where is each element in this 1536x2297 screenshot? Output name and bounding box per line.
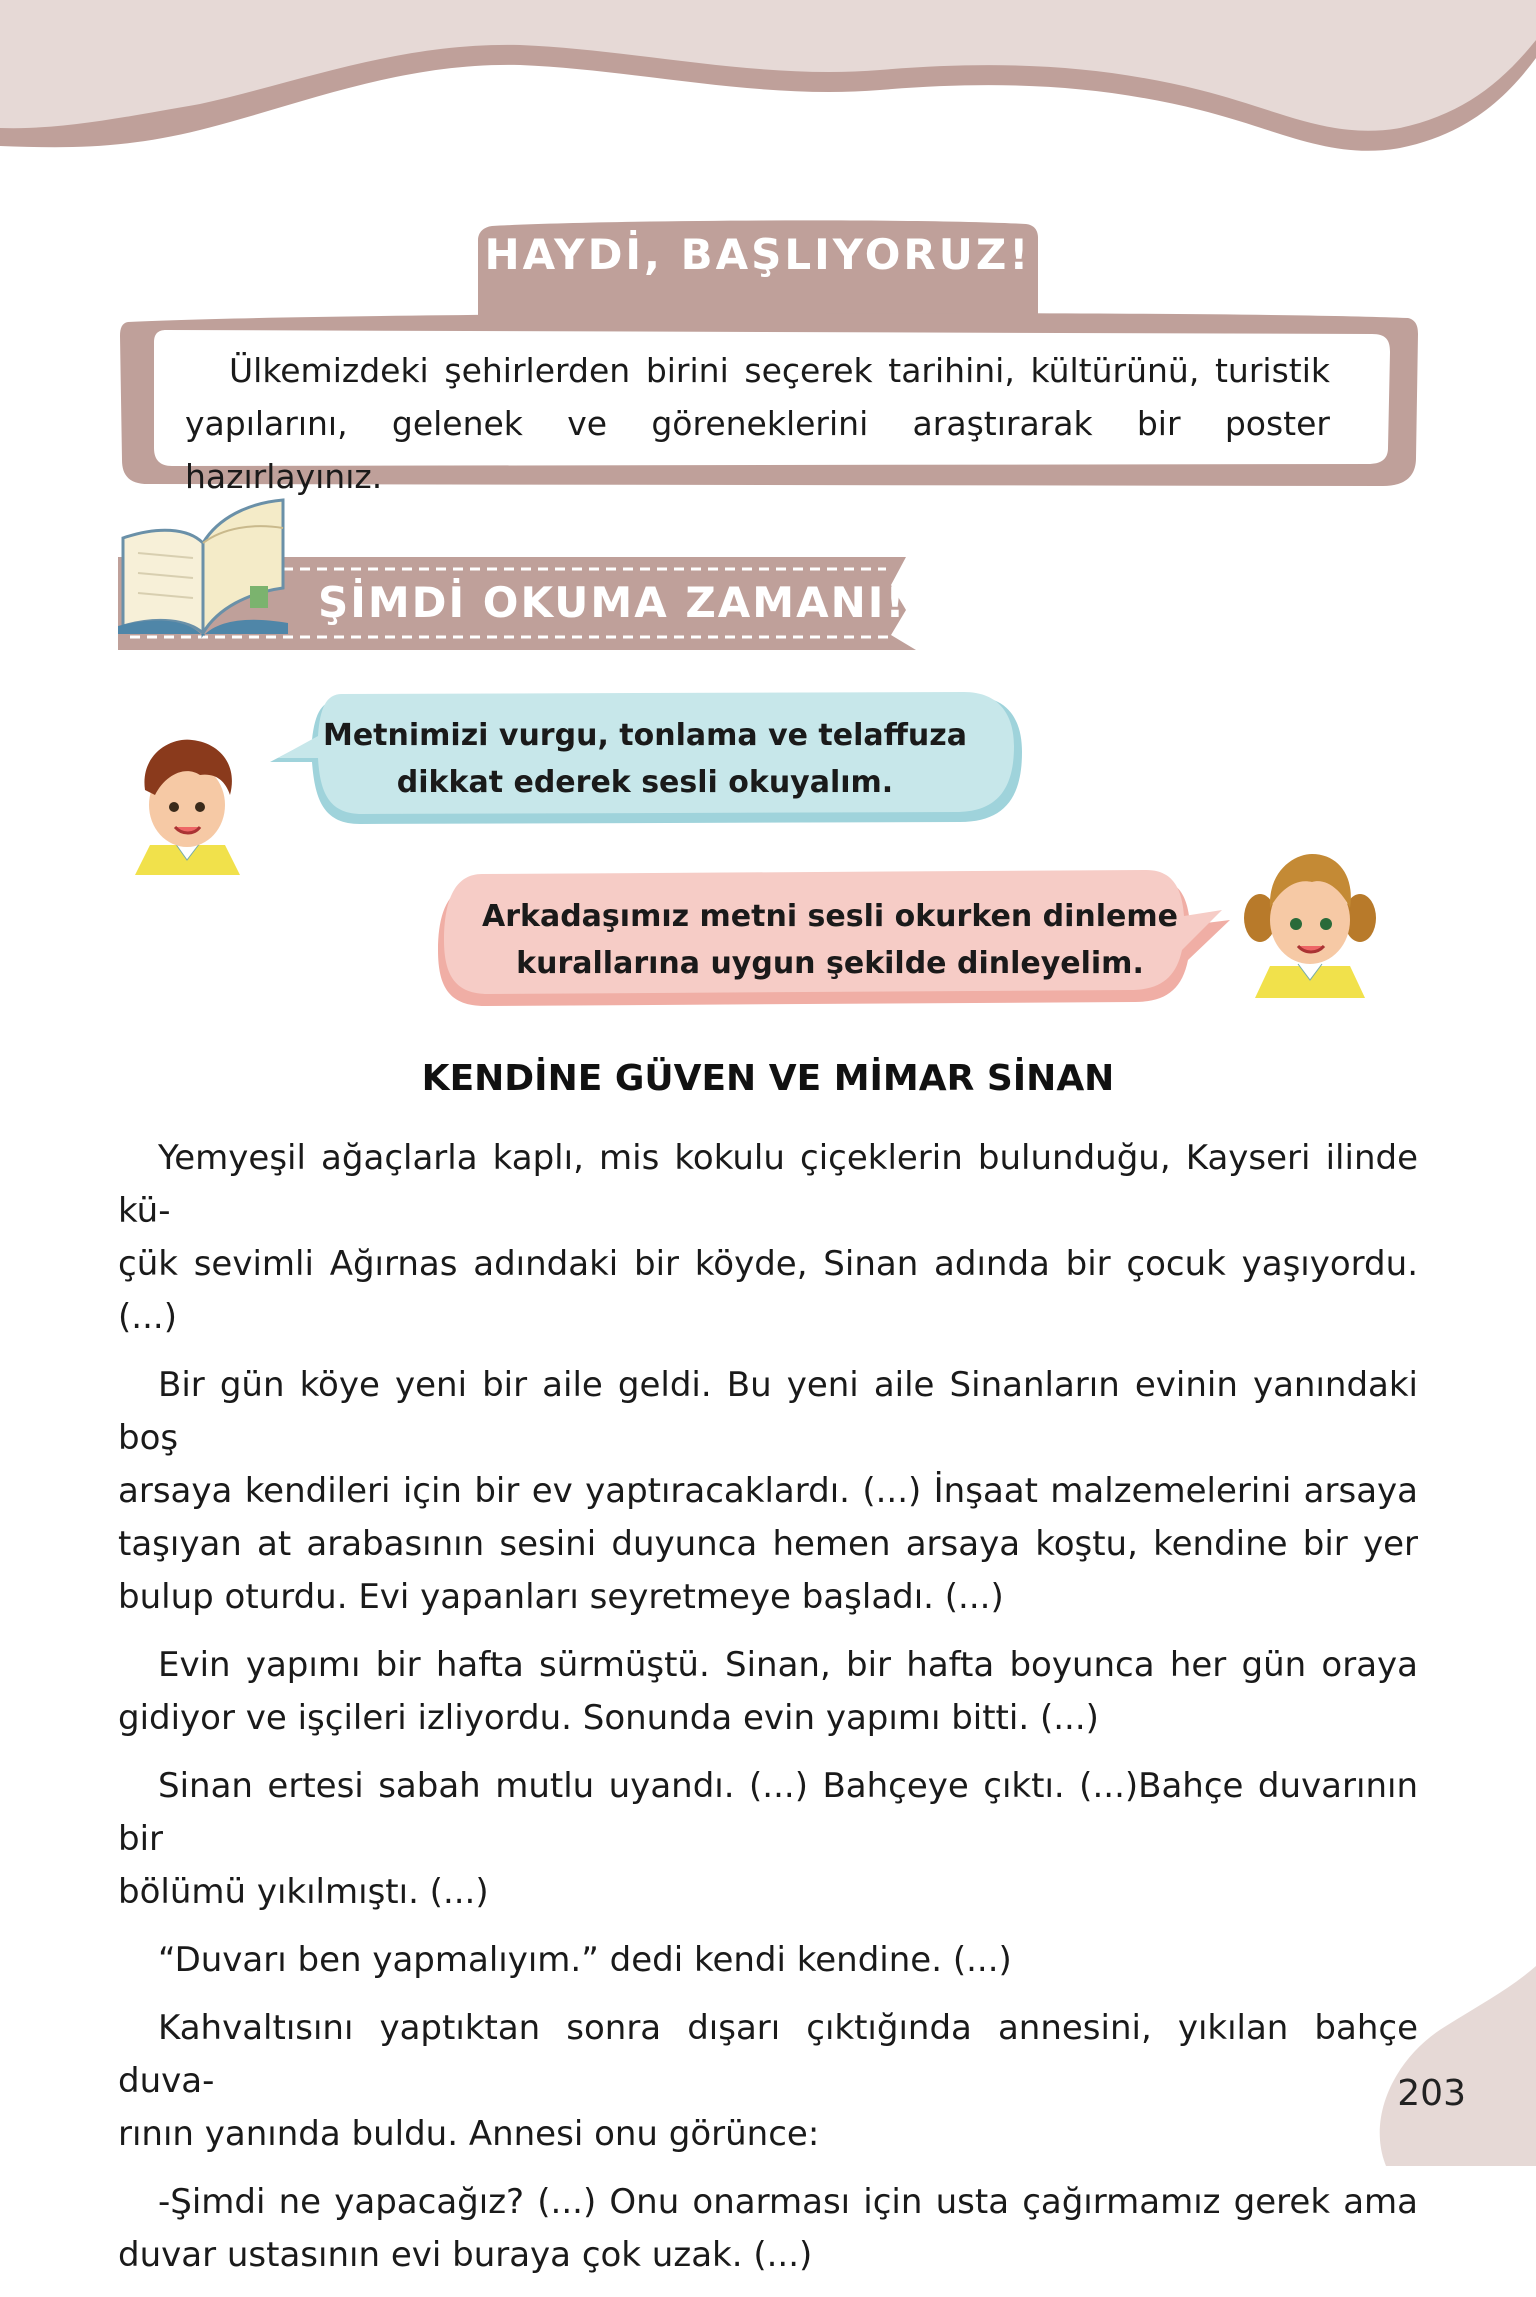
story-line: “Duvarı ben yapmalıyım.” dedi kendi kendine. (...) [158, 1940, 1012, 1980]
story-paragraph [118, 2176, 1418, 2282]
boy-character-icon [130, 735, 245, 875]
story-paragraph [118, 1934, 1418, 1987]
haydi-line: yapılarını, gelenek ve göreneklerini araştırarak bir poster hazırlayınız. [185, 404, 1330, 496]
story-line: Yemyeşil ağaçlarla kaplı, mis kokulu çiçeklerin bulunduğu, Kayseri ilinde kü- [118, 1138, 1418, 1231]
boy-speech-text [320, 712, 970, 806]
story-paragraph [118, 1760, 1418, 1919]
story-line: bölümü yıkılmıştı. (...) [118, 1872, 489, 1912]
story-line: Sinan ertesi sabah mutlu uyandı. (...) Bahçeye çıktı. (...)Bahçe duvarının bir [118, 1766, 1418, 1859]
haydi-title: HAYDİ, BAŞLIYORUZ! [484, 230, 1032, 279]
story-paragraph [118, 2002, 1418, 2161]
story-line: çük sevimli Ağırnas adındaki bir köyde, Sinan adında bir çocuk yaşıyordu. (...) [118, 1244, 1418, 1337]
story-line: gidiyor ve işçileri izliyordu. Sonunda evin yapımı bitti. (...) [118, 1698, 1099, 1738]
speech-line: Arkadaşımız metni sesli okurken dinleme [482, 899, 1178, 934]
haydi-line: Ülkemizdeki şehirlerden birini seçerek tarihini, kültürünü, turistik [229, 351, 1330, 390]
story-title: KENDİNE GÜVEN VE MİMAR SİNAN [421, 1058, 1115, 1099]
story-line: Bir gün köye yeni bir aile geldi. Bu yeni aile Sinanların evinin yanındaki boş [118, 1365, 1418, 1458]
girl-character-icon [1240, 848, 1380, 998]
okuma-title: ŞİMDİ OKUMA ZAMANI! [318, 578, 907, 627]
story-line: arsaya kendileri için bir ev yaptıracaklardı. (...) İnşaat malzemelerini arsaya [118, 1471, 1418, 1511]
speech-line: Metnimizi vurgu, tonlama ve telaffuza [322, 718, 967, 753]
haydi-instruction [185, 344, 1330, 503]
top-wave-decoration [0, 0, 1536, 160]
story-line: -Şimdi ne yapacağız? (...) Onu onarması için usta çağırmamız gerek ama [158, 2182, 1418, 2222]
story-line: rının yanında buldu. Annesi onu görünce: [118, 2114, 820, 2154]
story-body [118, 1132, 1418, 2297]
story-line: Kahvaltısını yaptıktan sonra dışarı çıktığında annesini, yıkılan bahçe duva- [118, 2008, 1418, 2101]
open-book-icon [118, 498, 288, 638]
speech-line: dikkat ederek sesli okuyalım. [396, 765, 894, 800]
story-paragraph [118, 1132, 1418, 1344]
speech-line: kurallarına uygun şekilde dinleyelim. [516, 946, 1144, 981]
page-number: 203 [1397, 2073, 1466, 2114]
girl-speech-text [480, 893, 1180, 987]
story-line: duvar ustasının evi buraya çok uzak. (...) [118, 2235, 813, 2275]
story-line: taşıyan at arabasının sesini duyunca hemen arsaya koştu, kendine bir yer [118, 1524, 1418, 1564]
story-line: Evin yapımı bir hafta sürmüştü. Sinan, bir hafta boyunca her gün oraya [158, 1645, 1418, 1685]
story-line: bulup oturdu. Evi yapanları seyretmeye başladı. (...) [118, 1577, 1004, 1617]
story-paragraph [118, 1359, 1418, 1624]
story-paragraph [118, 1639, 1418, 1745]
